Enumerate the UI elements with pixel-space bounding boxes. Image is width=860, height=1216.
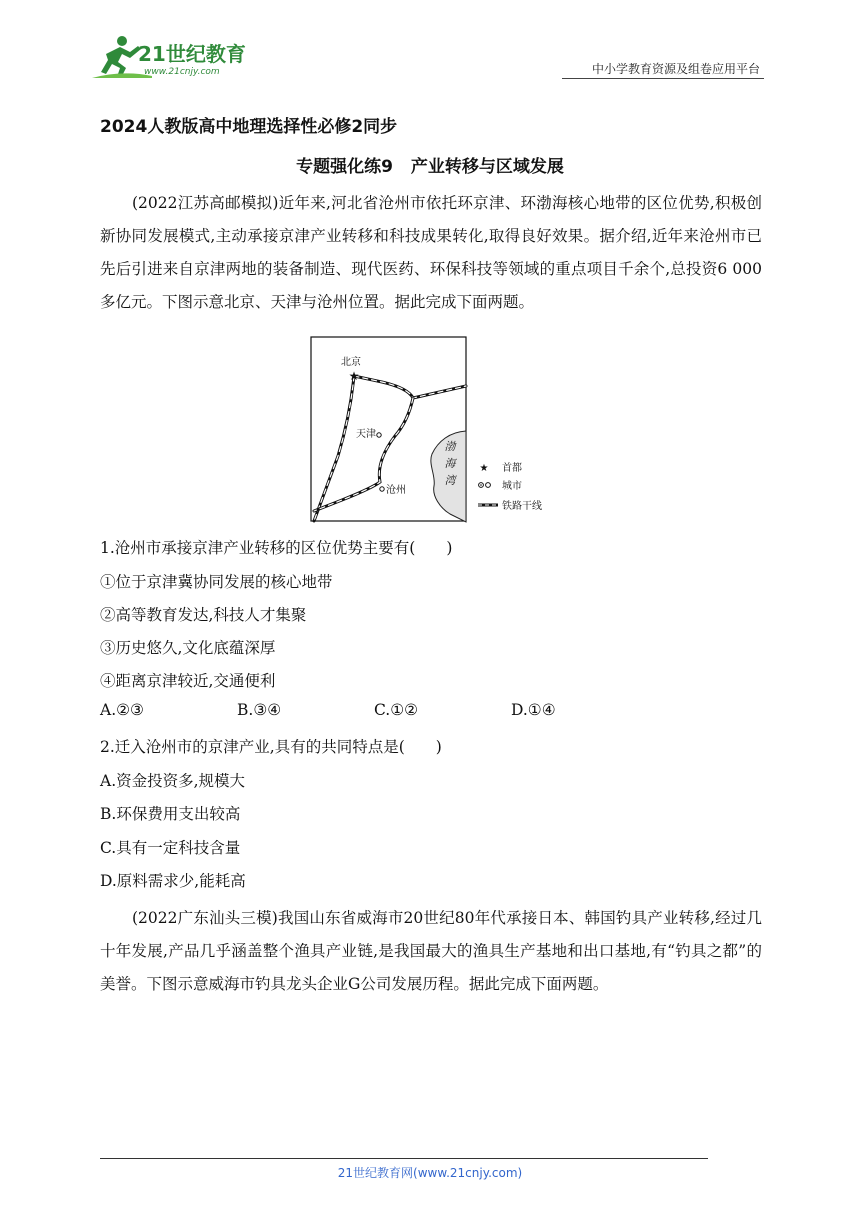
city-marker-tianjin (377, 433, 381, 437)
map-label-cangzhou: 沧州 (386, 485, 406, 496)
location-map (310, 336, 560, 524)
sea-label-char-1: 渤 (444, 440, 456, 453)
q2-option-c: C.具有一定科技含量 (100, 839, 241, 857)
map-label-tianjin: 天津 (356, 429, 376, 440)
q1-option-b: B.③④ (237, 701, 282, 719)
svg-text:21世纪教育: 21世纪教育 (138, 42, 246, 66)
intro-paragraph-2: (2022广东汕头三模)我国山东省威海市20世纪80年代承接日本、韩国钓具产业转移,经过几十年发展,产品几乎涵盖整个渔具产业链,是我国最大的渔具生产基地和出口基地,有“钓具之都”的美誉。下图示意威海市钓具龙头企业G公司发展历程。据此完成下面两题。 (100, 909, 762, 993)
q1-option-c: C.①② (374, 701, 419, 719)
q1-item-1: ①位于京津冀协同发展的核心地带 (100, 573, 333, 591)
page-header (92, 34, 764, 84)
q1-item-3: ③历史悠久,文化底蕴深厚 (100, 639, 276, 657)
section-label: 专题强化练9 (296, 157, 393, 177)
q2-option-a: A.资金投资多,规模大 (100, 772, 246, 790)
sea-label-char-3: 湾 (444, 474, 456, 487)
header-platform-text: 中小学教育资源及组卷应用平台 (591, 62, 760, 76)
logo-21cnjy (92, 34, 262, 80)
legend-railway-label: 铁路干线 (502, 501, 542, 512)
section-title (0, 152, 860, 177)
map-label-beijing: 北京 (341, 357, 361, 368)
legend-capital-label: 首都 (502, 463, 522, 474)
q2-option-b: B.环保费用支出较高 (100, 805, 241, 823)
q2-option-d: D.原料需求少,能耗高 (100, 872, 246, 890)
q1-option-d: D.①④ (511, 701, 556, 719)
q1-option-a: A.②③ (100, 701, 144, 719)
intro-paragraph-1: (2022江苏高邮模拟)近年来,河北省沧州市依托环京津、环渤海核心地带的区位优势,积极创新协同发展模式,主动承接京津产业转移和科技成果转化,取得良好效果。据介绍,近年来沧州市已先后引进来自京津两地的装备制造、现代医药、环保科技等领域的重点项目千余个,总投资6 000多亿元。下图示意北京、天津与沧州位置。据此完成下面两题。 (100, 194, 762, 311)
footer-link[interactable]: 21世纪教育网(www.21cnjy.com) (337, 1166, 523, 1180)
footer-divider (100, 1158, 708, 1159)
sea-label-char-2: 海 (444, 457, 456, 470)
q1-stem: 1.沧州市承接京津产业转移的区位优势主要有( ) (100, 539, 453, 557)
svg-text:www.21cnjy.com: www.21cnjy.com (144, 67, 220, 77)
section-name: 产业转移与区域发展 (410, 157, 564, 177)
header-divider (562, 78, 764, 79)
q1-item-4: ④距离京津较近,交通便利 (100, 672, 276, 690)
q2-stem: 2.迁入沧州市的京津产业,具有的共同特点是( ) (100, 738, 442, 756)
capital-star-icon: ★ (348, 369, 360, 383)
q1-item-2: ②高等教育发达,科技人才集聚 (100, 606, 307, 624)
legend-star-icon: ★ (479, 463, 489, 474)
legend-city-label: 城市 (502, 481, 522, 492)
document-title: 2024人教版高中地理选择性必修2同步 (100, 117, 398, 137)
map-legend (478, 461, 542, 512)
city-marker-cangzhou (380, 487, 384, 491)
